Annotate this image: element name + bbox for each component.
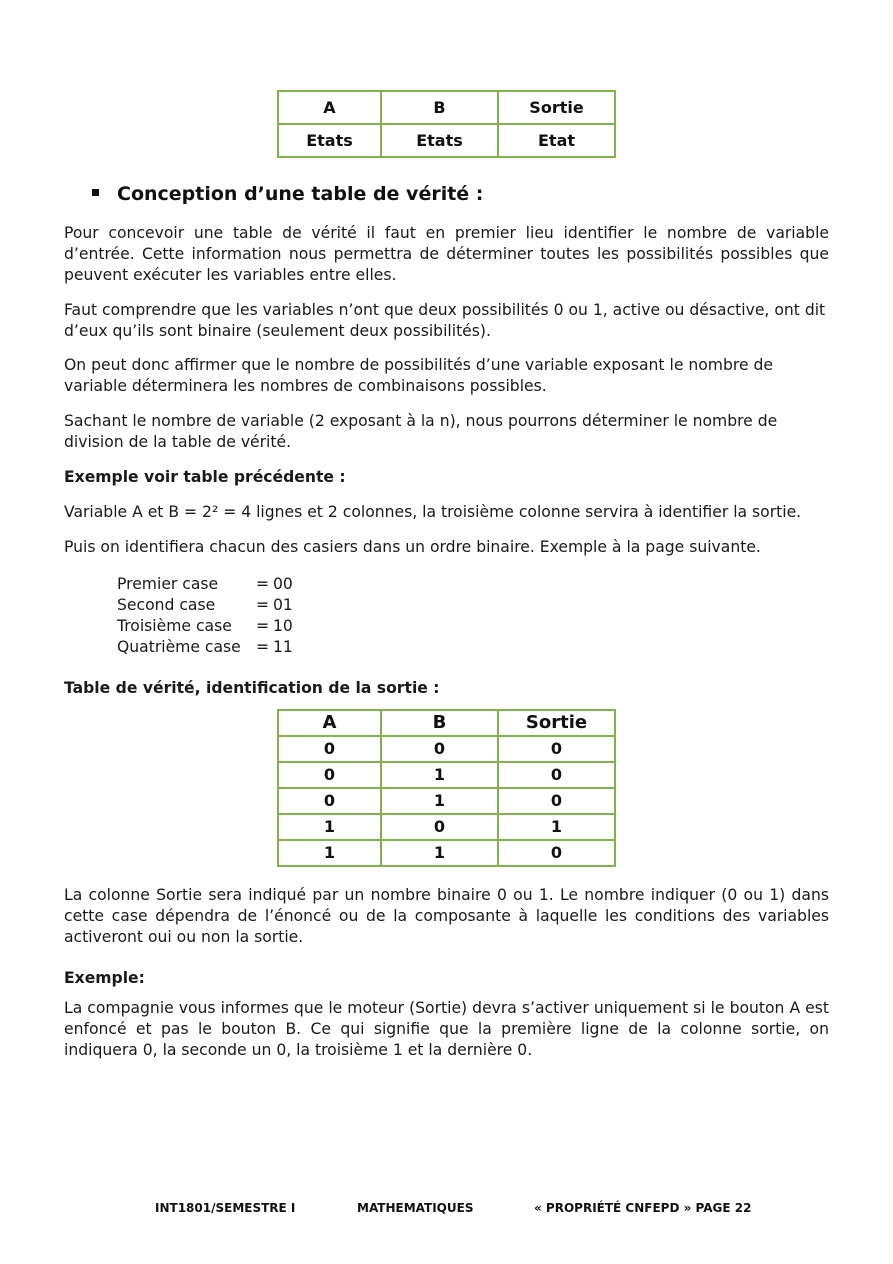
table-row [278,814,615,840]
case-equals: = [256,596,270,614]
case-equals: = [256,638,270,656]
case-equals: = [256,575,270,593]
table-cell: Etats [381,124,498,157]
table-cell: Etats [278,124,381,157]
footer-subject: MATHEMATIQUES [357,1201,474,1215]
header-cell-b: B [381,710,498,736]
case-value: 10 [273,617,293,635]
table-cell: 1 [381,762,498,788]
list-item [117,574,293,595]
paragraph-2: Faut comprendre que les variables n’ont que deux possibilités 0 ou 1, active ou désactive, ont dit d’eux qu’ils sont binaire (seulement deux possibilités). [64,301,826,340]
paragraph-8: La compagnie vous informes que le moteur (Sortie) devra s’activer uniquement si le bouton A est enfoncé et pas le bouton B. Ce qui signifie que la première ligne de la colonne sortie, on indiquera 0, la seconde un 0, la troisième 1 et la dernière 0. [64,999,829,1059]
table-cell: 1 [278,814,381,840]
paragraph-5: Variable A et B = 2² = 4 lignes et 2 colonnes, la troisième colonne servira à identifier la sortie. [64,503,802,521]
paragraph-4: Sachant le nombre de variable (2 exposant à la n), nous pourrons déterminer le nombre de division de la table de vérité. [64,412,778,451]
paragraph-1: Pour concevoir une table de vérité il faut en premier lieu identifier le nombre de variable d’entrée. Cette information nous permettra de déterminer toutes les possibilités possibles que peuvent exécuter les variables entre elles. [64,224,829,284]
table-row [278,736,615,762]
case-value: 00 [273,575,293,593]
table-cell: 0 [498,736,615,762]
case-label: Second case [117,596,216,614]
footer-course: INT1801/SEMESTRE I [155,1201,296,1215]
paragraph-7: La colonne Sortie sera indiqué par un nombre binaire 0 ou 1. Le nombre indiquer (0 ou 1) dans cette case dépendra de l’énoncé ou de la composante à laquelle les conditions des variables activeront oui ou non la sortie. [64,886,829,946]
list-item [117,616,293,637]
truth-table [277,709,616,867]
section-heading [92,183,483,205]
case-label: Premier case [117,575,219,593]
table-row [278,840,615,866]
states-table [277,90,616,158]
list-item [117,637,293,658]
list-item [117,595,293,616]
header-cell-b: B [381,91,498,124]
square-bullet-icon [92,189,99,196]
case-label: Quatrième case [117,638,241,656]
case-value: 01 [273,596,293,614]
case-value: 11 [273,638,293,656]
table-row [278,710,615,736]
table-cell: 0 [498,762,615,788]
table-row [278,788,615,814]
paragraph-6: Puis on identifiera chacun des casiers dans un ordre binaire. Exemple à la page suivante. [64,538,761,556]
case-label: Troisième case [117,617,232,635]
footer-property-page: « PROPRIÉTÉ CNFEPD » PAGE 22 [534,1201,752,1215]
table-row [278,124,615,157]
header-cell-sortie: Sortie [498,710,615,736]
truth-table-heading: Table de vérité, identification de la sortie : [64,679,440,697]
table-cell: Etat [498,124,615,157]
header-cell-a: A [278,710,381,736]
paragraph-3: On peut donc affirmer que le nombre de possibilités d’une variable exposant le nombre de variable déterminera les nombres de combinaisons possibles. [64,356,773,395]
table-cell: 0 [381,814,498,840]
table-cell: 0 [278,788,381,814]
header-cell-a: A [278,91,381,124]
table-cell: 0 [381,736,498,762]
table-cell: 1 [278,840,381,866]
table-cell: 0 [498,840,615,866]
example-2-heading: Exemple: [64,969,145,987]
section-heading-text: Conception d’une table de vérité : [117,183,484,205]
table-cell: 0 [278,762,381,788]
case-equals: = [256,617,270,635]
header-cell-sortie: Sortie [498,91,615,124]
case-list [117,574,293,658]
table-cell: 1 [381,840,498,866]
example-heading: Exemple voir table précédente : [64,468,346,486]
table-cell: 1 [498,814,615,840]
table-cell: 1 [381,788,498,814]
table-cell: 0 [498,788,615,814]
table-row [278,762,615,788]
table-cell: 0 [278,736,381,762]
table-row [278,91,615,124]
